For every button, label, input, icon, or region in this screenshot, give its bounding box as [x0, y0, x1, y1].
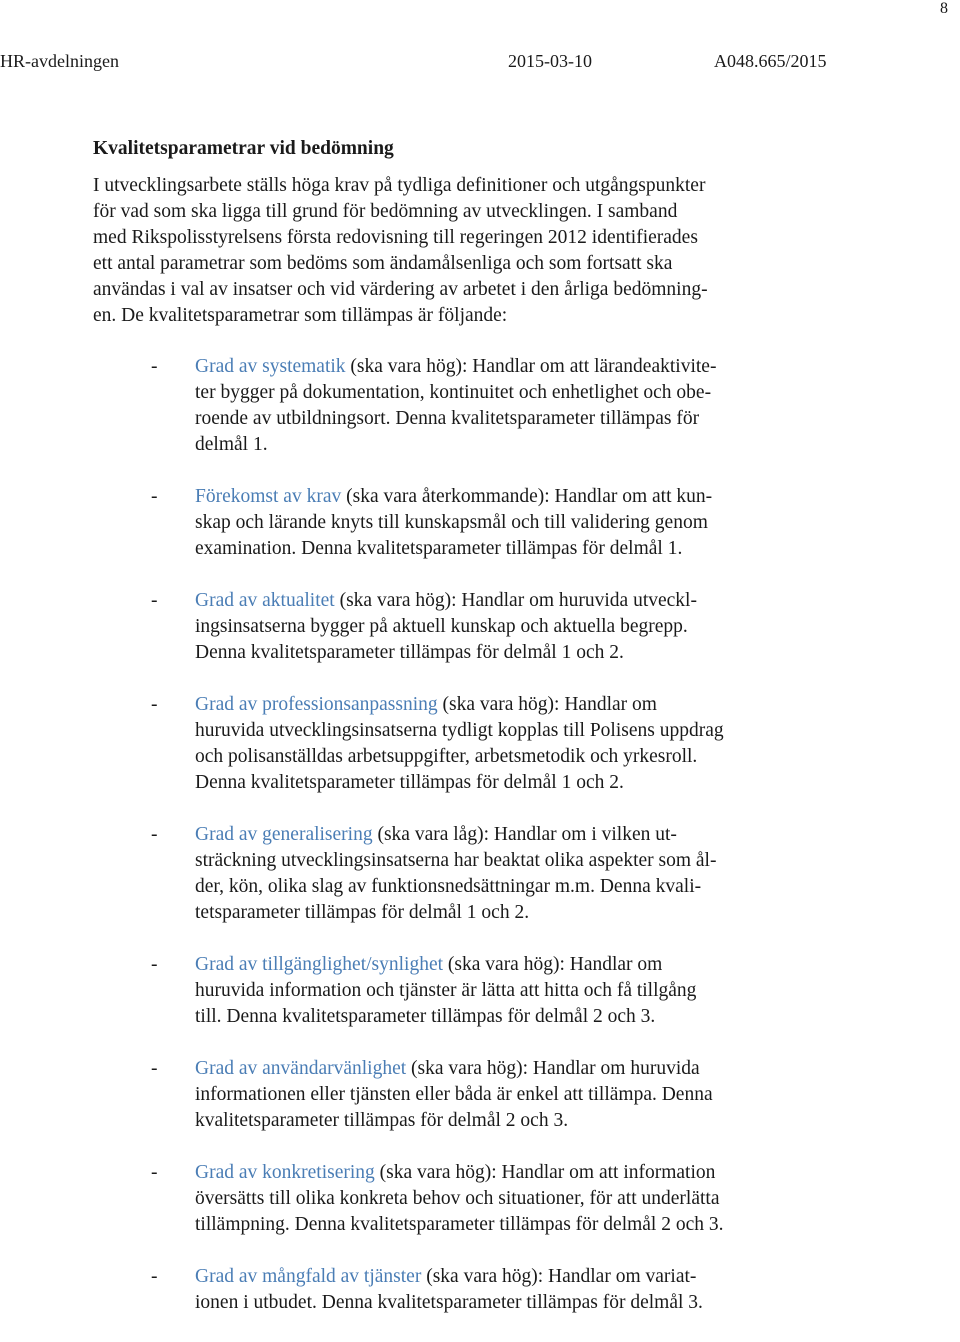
parameter-text: tetsparameter tillämpas för delmål 1 och 2.	[195, 902, 530, 923]
header-department: HR-avdelningen	[0, 51, 119, 71]
list-item	[93, 1056, 843, 1134]
parameter-text: skap och lärande knyts till kunskapsmål och till validering genom	[195, 512, 708, 533]
bullet-dash: -	[151, 1162, 158, 1183]
bullet-dash: -	[151, 590, 158, 611]
parameter-text: till. Denna kvalitetsparameter tillämpas för delmål 2 och 3.	[195, 1006, 656, 1027]
list-item	[93, 354, 843, 458]
parameter-text: delmål 1.	[195, 434, 268, 455]
header-reference: A048.665/2015	[714, 51, 827, 71]
parameter-name: Grad av tillgänglighet/synlighet	[195, 954, 444, 975]
parameter-list	[93, 354, 843, 1342]
parameter-text: Denna kvalitetsparameter tillämpas för delmål 1 och 2.	[195, 642, 624, 663]
bullet-dash: -	[151, 486, 158, 507]
parameter-text: informationen eller tjänsten eller båda är enkel att tillämpa. Denna	[195, 1084, 713, 1105]
parameter-text: (ska vara låg): Handlar om i vilken ut-	[372, 824, 677, 845]
parameter-text: (ska vara hög): Handlar om	[437, 694, 657, 715]
bullet-dash: -	[151, 1058, 158, 1079]
bullet-dash: -	[151, 1266, 158, 1287]
list-item	[93, 952, 843, 1030]
intro-line: en. De kvalitetsparametrar som tillämpas är följande:	[93, 305, 508, 327]
parameter-text: ionen i utbudet. Denna kvalitetsparameter tillämpas för delmål 3.	[195, 1292, 703, 1313]
page-header	[0, 49, 960, 73]
intro-line: med Rikspolisstyrelsens första redovisning till regeringen 2012 identifierades	[93, 227, 698, 249]
list-item	[93, 822, 843, 926]
parameter-text: tillämpning. Denna kvalitetsparameter tillämpas för delmål 2 och 3.	[195, 1214, 724, 1235]
parameter-text: kvalitetsparameter tillämpas för delmål 2 och 3.	[195, 1110, 569, 1131]
intro-paragraph	[93, 173, 823, 330]
parameter-name: Förekomst av krav	[195, 486, 342, 507]
parameter-text: sträckning utvecklingsinsatserna har beaktat olika aspekter som ål-	[195, 850, 717, 871]
parameter-name: Grad av konkretisering	[195, 1162, 375, 1183]
section-title: Kvalitetsparametrar vid bedömning	[93, 138, 394, 159]
parameter-text: huruvida utvecklingsinsatserna tydligt kopplas till Polisens uppdrag	[195, 720, 724, 741]
parameter-text: (ska vara hög): Handlar om att information	[374, 1162, 716, 1183]
header-date: 2015-03-10	[508, 51, 592, 71]
parameter-text: der, kön, olika slag av funktionsnedsättningar m.m. Denna kvali-	[195, 876, 702, 897]
intro-line: användas i val av insatser och vid värdering av arbetet i den årliga bedömning-	[93, 279, 708, 301]
parameter-name: Grad av mångfald av tjänster	[195, 1266, 422, 1287]
parameter-name: Grad av användarvänlighet	[195, 1058, 407, 1079]
parameter-text: översätts till olika konkreta behov och situationer, för att underlätta	[195, 1188, 720, 1209]
list-item	[93, 692, 843, 796]
parameter-text: (ska vara hög): Handlar om variat-	[421, 1266, 697, 1287]
bullet-dash: -	[151, 356, 158, 377]
parameter-text: och polisanställdas arbetsuppgifter, arbetsmetodik och yrkesroll.	[195, 746, 698, 767]
parameter-text: (ska vara hög): Handlar om huruvida	[406, 1058, 700, 1079]
parameter-text: examination. Denna kvalitetsparameter tillämpas för delmål 1.	[195, 538, 683, 559]
intro-line: ett antal parametrar som bedöms som ändamålsenliga och som fortsatt ska	[93, 253, 673, 275]
parameter-text: Denna kvalitetsparameter tillämpas för delmål 1 och 2.	[195, 772, 624, 793]
bullet-dash: -	[151, 954, 158, 975]
list-item	[93, 484, 843, 562]
bullet-dash: -	[151, 824, 158, 845]
parameter-text: ter bygger på dokumentation, kontinuitet och enhetlighet och obe-	[195, 382, 712, 403]
list-item	[93, 1160, 843, 1238]
parameter-text: huruvida information och tjänster är lätta att hitta och få tillgång	[195, 980, 697, 1001]
parameter-name: Grad av aktualitet	[195, 590, 335, 611]
page-number: 8	[940, 0, 948, 17]
list-item	[93, 588, 843, 666]
parameter-text: (ska vara hög): Handlar om huruvida utveckl-	[334, 590, 697, 611]
parameter-name: Grad av generalisering	[195, 824, 373, 845]
bullet-dash: -	[151, 694, 158, 715]
parameter-text: (ska vara hög): Handlar om att lärandeaktivite-	[345, 356, 717, 377]
parameter-name: Grad av systematik	[195, 356, 346, 377]
parameter-text: roende av utbildningsort. Denna kvalitetsparameter tillämpas för	[195, 408, 700, 429]
list-item	[93, 1264, 843, 1316]
parameter-text: (ska vara återkommande): Handlar om att kun-	[341, 486, 713, 507]
intro-line: I utvecklingsarbete ställs höga krav på tydliga definitioner och utgångspunkter	[93, 175, 706, 196]
parameter-text: ingsinsatserna bygger på aktuell kunskap och aktuella begrepp.	[195, 616, 688, 637]
intro-line: för vad som ska ligga till grund för bedömning av utvecklingen. I samband	[93, 201, 678, 223]
parameter-text: (ska vara hög): Handlar om	[443, 954, 663, 975]
parameter-name: Grad av professionsanpassning	[195, 694, 438, 715]
